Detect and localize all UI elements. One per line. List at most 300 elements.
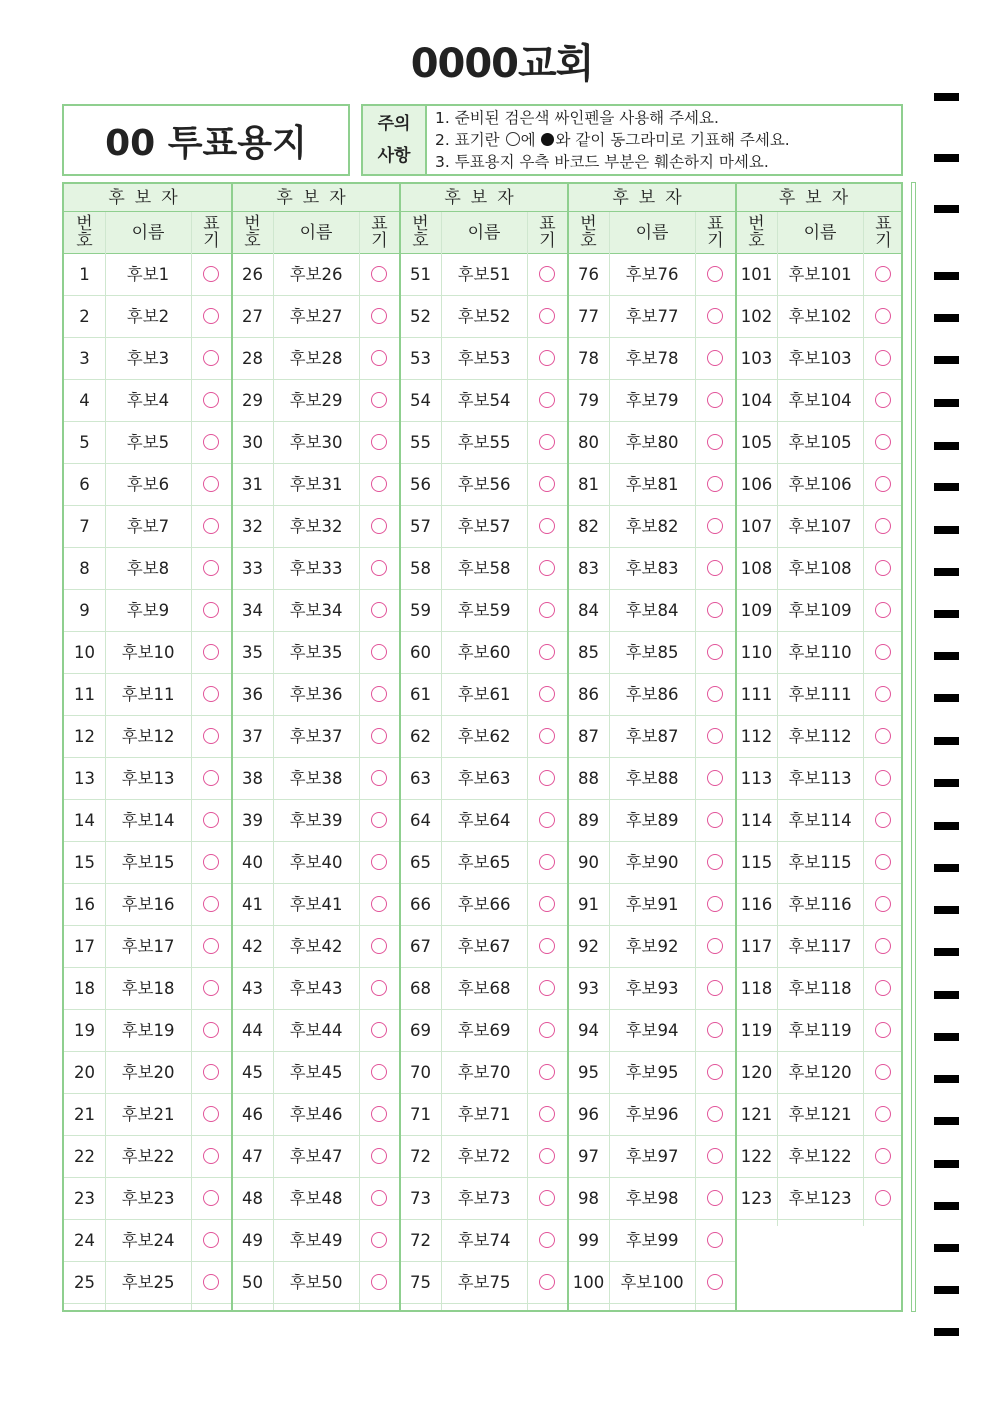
candidate-name: 후보4 xyxy=(126,391,170,410)
mark-circle-icon[interactable] xyxy=(875,392,891,408)
mark-circle-icon[interactable] xyxy=(707,896,723,912)
barcode-mark xyxy=(934,991,959,999)
notice-line-1: 1. 준비된 검은색 싸인펜을 사용해 주세요. xyxy=(435,109,719,127)
candidate-row xyxy=(232,548,400,590)
mark-circle-icon[interactable] xyxy=(875,602,891,618)
mark-circle-icon[interactable] xyxy=(371,644,387,660)
candidate-name: 후보83 xyxy=(625,559,679,578)
candidate-number: 61 xyxy=(410,685,431,704)
mark-circle-icon[interactable] xyxy=(203,644,219,660)
candidate-row xyxy=(736,800,901,842)
barcode-mark xyxy=(934,1202,959,1210)
mark-circle-icon[interactable] xyxy=(203,686,219,702)
mark-circle-icon[interactable] xyxy=(203,476,219,492)
mark-circle-icon[interactable] xyxy=(875,560,891,576)
candidate-name: 후보28 xyxy=(289,349,343,368)
mark-circle-icon[interactable] xyxy=(875,1148,891,1164)
mark-circle-icon[interactable] xyxy=(875,812,891,828)
mark-circle-icon[interactable] xyxy=(203,602,219,618)
mark-circle-icon[interactable] xyxy=(371,896,387,912)
mark-circle-icon[interactable] xyxy=(539,308,555,324)
candidate-number: 58 xyxy=(410,559,431,578)
candidate-row xyxy=(568,716,736,758)
notice-box xyxy=(361,104,903,176)
mark-circle-icon[interactable] xyxy=(371,434,387,450)
mark-circle-icon[interactable] xyxy=(371,1190,387,1206)
mark-circle-icon[interactable] xyxy=(539,686,555,702)
mark-circle-icon[interactable] xyxy=(875,434,891,450)
candidate-number: 37 xyxy=(242,727,263,746)
candidate-row xyxy=(64,884,232,926)
mark-circle-icon[interactable] xyxy=(203,350,219,366)
mark-circle-icon[interactable] xyxy=(203,1064,219,1080)
mark-circle-icon[interactable] xyxy=(539,770,555,786)
candidate-number: 62 xyxy=(410,727,431,746)
candidate-row xyxy=(64,548,232,590)
candidate-number: 78 xyxy=(578,349,599,368)
candidate-number: 76 xyxy=(578,265,599,284)
candidate-name: 후보8 xyxy=(126,559,170,578)
mark-circle-icon[interactable] xyxy=(707,938,723,954)
candidate-column xyxy=(64,184,232,1310)
candidate-row xyxy=(232,380,400,422)
mark-circle-icon[interactable] xyxy=(539,560,555,576)
candidate-number: 121 xyxy=(740,1105,773,1124)
column-header-row xyxy=(64,212,232,254)
candidate-row xyxy=(736,926,901,968)
mark-circle-icon[interactable] xyxy=(371,728,387,744)
header-mark: 표 기 xyxy=(539,214,556,251)
mark-circle-icon[interactable] xyxy=(539,812,555,828)
candidate-row xyxy=(568,926,736,968)
candidate-row xyxy=(568,968,736,1010)
candidate-row xyxy=(736,254,901,296)
candidate-name: 후보29 xyxy=(289,391,343,410)
candidate-number: 49 xyxy=(242,1231,263,1250)
barcode-mark xyxy=(934,1286,959,1294)
mark-circle-icon[interactable] xyxy=(371,686,387,702)
candidate-row xyxy=(736,968,901,1010)
mark-circle-icon[interactable] xyxy=(875,266,891,282)
mark-circle-icon[interactable] xyxy=(875,350,891,366)
barcode-mark xyxy=(934,822,959,830)
candidate-row xyxy=(568,548,736,590)
mark-circle-icon[interactable] xyxy=(875,686,891,702)
mark-circle-icon[interactable] xyxy=(539,602,555,618)
column-divider xyxy=(609,212,610,1310)
header-mark: 표 기 xyxy=(203,214,220,251)
candidate-name: 후보65 xyxy=(457,853,511,872)
candidate-row xyxy=(232,1262,400,1304)
barcode-mark xyxy=(934,314,959,322)
candidate-row xyxy=(232,338,400,380)
mark-circle-icon[interactable] xyxy=(707,1022,723,1038)
candidate-row xyxy=(736,674,901,716)
mark-circle-icon[interactable] xyxy=(203,896,219,912)
barcode-mark xyxy=(934,1117,959,1125)
mark-circle-icon[interactable] xyxy=(539,1190,555,1206)
candidate-number: 109 xyxy=(740,601,773,620)
candidate-name: 후보54 xyxy=(457,391,511,410)
candidate-row xyxy=(736,1094,901,1136)
mark-circle-icon[interactable] xyxy=(539,434,555,450)
group-header: 후보자 xyxy=(568,184,736,212)
candidate-row xyxy=(400,548,568,590)
mark-circle-icon[interactable] xyxy=(203,1190,219,1206)
mark-circle-icon[interactable] xyxy=(203,266,219,282)
candidate-number: 41 xyxy=(242,895,263,914)
candidate-name: 후보2 xyxy=(126,307,170,326)
mark-circle-icon[interactable] xyxy=(539,1274,555,1290)
candidate-name: 후보101 xyxy=(788,265,852,284)
mark-circle-icon[interactable] xyxy=(371,1232,387,1248)
candidate-row xyxy=(64,968,232,1010)
mark-circle-icon[interactable] xyxy=(539,854,555,870)
mark-circle-icon[interactable] xyxy=(539,518,555,534)
candidate-column xyxy=(232,184,400,1310)
candidate-number: 83 xyxy=(578,559,599,578)
mark-circle-icon[interactable] xyxy=(371,1106,387,1122)
header-mark: 표 기 xyxy=(371,214,388,251)
mark-circle-icon[interactable] xyxy=(203,308,219,324)
barcode-mark xyxy=(934,1075,959,1083)
candidate-name: 후보16 xyxy=(121,895,175,914)
mark-circle-icon[interactable] xyxy=(707,1064,723,1080)
candidate-row xyxy=(400,590,568,632)
candidate-number: 22 xyxy=(74,1147,95,1166)
barcode-mark xyxy=(934,1244,959,1252)
mark-circle-icon[interactable] xyxy=(539,1148,555,1164)
candidate-number: 45 xyxy=(242,1063,263,1082)
candidate-row xyxy=(400,968,568,1010)
mark-circle-icon[interactable] xyxy=(875,1106,891,1122)
mark-circle-icon[interactable] xyxy=(539,896,555,912)
candidate-row xyxy=(64,926,232,968)
candidate-number: 96 xyxy=(578,1105,599,1124)
mark-circle-icon[interactable] xyxy=(539,1232,555,1248)
mark-circle-icon[interactable] xyxy=(875,476,891,492)
candidate-name: 후보21 xyxy=(121,1105,175,1124)
candidate-number: 117 xyxy=(740,937,773,956)
mark-circle-icon[interactable] xyxy=(539,980,555,996)
column-divider xyxy=(863,212,864,1226)
candidate-row xyxy=(568,884,736,926)
mark-circle-icon[interactable] xyxy=(539,392,555,408)
mark-circle-icon[interactable] xyxy=(875,308,891,324)
candidate-number: 95 xyxy=(578,1063,599,1082)
mark-circle-icon[interactable] xyxy=(371,1274,387,1290)
mark-circle-icon[interactable] xyxy=(203,518,219,534)
candidate-name: 후보118 xyxy=(788,979,852,998)
notice-line-2 xyxy=(435,129,790,151)
mark-circle-icon[interactable] xyxy=(203,854,219,870)
mark-circle-icon[interactable] xyxy=(875,770,891,786)
mark-circle-icon[interactable] xyxy=(203,1148,219,1164)
mark-circle-icon[interactable] xyxy=(371,1148,387,1164)
candidate-name: 후보108 xyxy=(788,559,852,578)
candidate-number: 119 xyxy=(740,1021,773,1040)
mark-circle-icon[interactable] xyxy=(875,980,891,996)
candidate-number: 2 xyxy=(79,307,90,326)
mark-circle-icon[interactable] xyxy=(875,1064,891,1080)
mark-circle-icon[interactable] xyxy=(539,266,555,282)
candidate-name: 후보63 xyxy=(457,769,511,788)
mark-circle-icon[interactable] xyxy=(371,392,387,408)
notice-label-top: 주의 xyxy=(377,114,411,134)
mark-circle-icon[interactable] xyxy=(371,308,387,324)
candidate-number: 115 xyxy=(740,853,773,872)
barcode-mark xyxy=(934,610,959,618)
mark-circle-icon[interactable] xyxy=(371,266,387,282)
mark-circle-icon[interactable] xyxy=(875,728,891,744)
candidate-number: 31 xyxy=(242,475,263,494)
candidate-number: 29 xyxy=(242,391,263,410)
candidate-name: 후보84 xyxy=(625,601,679,620)
candidate-number: 11 xyxy=(74,685,95,704)
barcode-mark xyxy=(934,93,959,101)
mark-circle-icon[interactable] xyxy=(707,602,723,618)
mark-circle-icon[interactable] xyxy=(203,1232,219,1248)
candidate-name: 후보35 xyxy=(289,643,343,662)
candidate-name: 후보33 xyxy=(289,559,343,578)
candidate-row xyxy=(232,674,400,716)
candidate-number: 93 xyxy=(578,979,599,998)
candidate-name: 후보119 xyxy=(788,1021,852,1040)
mark-circle-icon[interactable] xyxy=(707,1106,723,1122)
mark-circle-icon[interactable] xyxy=(707,266,723,282)
candidate-name: 후보90 xyxy=(625,853,679,872)
candidate-name: 후보51 xyxy=(457,265,511,284)
candidate-name: 후보13 xyxy=(121,769,175,788)
candidate-number: 92 xyxy=(578,937,599,956)
candidate-name: 후보26 xyxy=(289,265,343,284)
mark-circle-icon[interactable] xyxy=(875,518,891,534)
candidate-name: 후보27 xyxy=(289,307,343,326)
candidate-name: 후보56 xyxy=(457,475,511,494)
mark-circle-icon[interactable] xyxy=(707,308,723,324)
mark-circle-icon[interactable] xyxy=(707,812,723,828)
candidate-number: 50 xyxy=(242,1273,263,1292)
candidate-name: 후보55 xyxy=(457,433,511,452)
candidate-row xyxy=(64,632,232,674)
mark-circle-icon[interactable] xyxy=(539,938,555,954)
candidate-number: 99 xyxy=(578,1231,599,1250)
candidate-number: 72 xyxy=(410,1231,431,1250)
candidate-name: 후보103 xyxy=(788,349,852,368)
mark-circle-icon[interactable] xyxy=(707,434,723,450)
candidate-row xyxy=(232,506,400,548)
candidate-row xyxy=(568,590,736,632)
mark-circle-icon[interactable] xyxy=(539,728,555,744)
candidate-name: 후보14 xyxy=(121,811,175,830)
candidate-number: 82 xyxy=(578,517,599,536)
mark-circle-icon[interactable] xyxy=(371,518,387,534)
candidate-number: 36 xyxy=(242,685,263,704)
candidate-name: 후보77 xyxy=(625,307,679,326)
candidate-number: 123 xyxy=(740,1189,773,1208)
mark-circle-icon[interactable] xyxy=(875,644,891,660)
candidate-row xyxy=(736,1178,901,1220)
candidate-number: 81 xyxy=(578,475,599,494)
mark-circle-icon[interactable] xyxy=(707,350,723,366)
candidate-number: 75 xyxy=(410,1273,431,1292)
candidate-number: 3 xyxy=(79,349,90,368)
mark-circle-icon[interactable] xyxy=(371,812,387,828)
candidate-number: 98 xyxy=(578,1189,599,1208)
empty-circle-icon xyxy=(506,132,520,146)
candidate-number: 85 xyxy=(578,643,599,662)
notice-line-2-prefix: 2. 표기란 xyxy=(435,131,505,149)
candidate-name: 후보58 xyxy=(457,559,511,578)
mark-circle-icon[interactable] xyxy=(539,1106,555,1122)
candidate-name: 후보114 xyxy=(788,811,852,830)
mark-circle-icon[interactable] xyxy=(203,980,219,996)
mark-circle-icon[interactable] xyxy=(539,476,555,492)
candidate-row xyxy=(64,674,232,716)
mark-circle-icon[interactable] xyxy=(875,1022,891,1038)
header-name: 이름 xyxy=(131,222,165,243)
mark-circle-icon[interactable] xyxy=(875,1190,891,1206)
mark-circle-icon[interactable] xyxy=(707,1190,723,1206)
candidate-name: 후보60 xyxy=(457,643,511,662)
candidate-number: 102 xyxy=(740,307,773,326)
candidate-name: 후보87 xyxy=(625,727,679,746)
mark-circle-icon[interactable] xyxy=(707,560,723,576)
candidate-row xyxy=(400,464,568,506)
mark-circle-icon[interactable] xyxy=(371,602,387,618)
mark-circle-icon[interactable] xyxy=(707,1148,723,1164)
candidate-number: 56 xyxy=(410,475,431,494)
mark-circle-icon[interactable] xyxy=(539,1064,555,1080)
mark-circle-icon[interactable] xyxy=(707,1274,723,1290)
mark-circle-icon[interactable] xyxy=(707,476,723,492)
candidate-name: 후보50 xyxy=(289,1273,343,1292)
candidate-name: 후보100 xyxy=(620,1273,684,1292)
mark-circle-icon[interactable] xyxy=(707,728,723,744)
filled-circle-icon xyxy=(541,133,554,146)
candidate-row xyxy=(64,464,232,506)
mark-circle-icon[interactable] xyxy=(539,1022,555,1038)
mark-circle-icon[interactable] xyxy=(203,728,219,744)
mark-circle-icon[interactable] xyxy=(707,1232,723,1248)
barcode-mark xyxy=(934,906,959,914)
candidate-number: 89 xyxy=(578,811,599,830)
mark-circle-icon[interactable] xyxy=(371,770,387,786)
mark-circle-icon[interactable] xyxy=(203,1274,219,1290)
barcode-mark xyxy=(934,737,959,745)
candidate-number: 101 xyxy=(740,265,773,284)
candidate-row xyxy=(232,1220,400,1262)
mark-circle-icon[interactable] xyxy=(371,350,387,366)
column-divider xyxy=(695,212,696,1310)
candidate-number: 71 xyxy=(410,1105,431,1124)
candidate-row xyxy=(64,296,232,338)
mark-circle-icon[interactable] xyxy=(371,476,387,492)
mark-circle-icon[interactable] xyxy=(707,644,723,660)
candidate-number: 72 xyxy=(410,1147,431,1166)
mark-circle-icon[interactable] xyxy=(371,560,387,576)
mark-circle-icon[interactable] xyxy=(203,434,219,450)
column-divider xyxy=(777,212,778,1226)
barcode-mark xyxy=(934,1033,959,1041)
candidate-number: 79 xyxy=(578,391,599,410)
candidate-name: 후보75 xyxy=(457,1273,511,1292)
candidate-number: 88 xyxy=(578,769,599,788)
mark-circle-icon[interactable] xyxy=(707,392,723,408)
candidate-row xyxy=(400,296,568,338)
mark-circle-icon[interactable] xyxy=(371,938,387,954)
candidate-number: 13 xyxy=(74,769,95,788)
candidate-number: 15 xyxy=(74,853,95,872)
candidate-number: 68 xyxy=(410,979,431,998)
candidate-row xyxy=(400,1220,568,1262)
header-number: 번 호 xyxy=(412,214,429,251)
candidate-number: 73 xyxy=(410,1189,431,1208)
candidate-name: 후보71 xyxy=(457,1105,511,1124)
candidate-row xyxy=(64,1178,232,1220)
candidate-name: 후보80 xyxy=(625,433,679,452)
mark-circle-icon[interactable] xyxy=(203,392,219,408)
mark-circle-icon[interactable] xyxy=(707,770,723,786)
mark-circle-icon[interactable] xyxy=(203,770,219,786)
mark-circle-icon[interactable] xyxy=(707,686,723,702)
candidate-row xyxy=(232,296,400,338)
candidate-number: 9 xyxy=(79,601,90,620)
candidate-number: 52 xyxy=(410,307,431,326)
candidate-number: 7 xyxy=(79,517,90,536)
candidate-name: 후보11 xyxy=(121,685,175,704)
candidate-number: 84 xyxy=(578,601,599,620)
mark-circle-icon[interactable] xyxy=(203,938,219,954)
mark-circle-icon[interactable] xyxy=(875,938,891,954)
candidate-name: 후보62 xyxy=(457,727,511,746)
candidate-row xyxy=(568,380,736,422)
candidate-row xyxy=(736,548,901,590)
candidate-number: 122 xyxy=(740,1147,773,1166)
mark-circle-icon[interactable] xyxy=(707,854,723,870)
mark-circle-icon[interactable] xyxy=(707,980,723,996)
mark-circle-icon[interactable] xyxy=(371,1064,387,1080)
candidate-name: 후보3 xyxy=(126,349,170,368)
mark-circle-icon[interactable] xyxy=(371,854,387,870)
mark-circle-icon[interactable] xyxy=(539,350,555,366)
candidate-name: 후보81 xyxy=(625,475,679,494)
mark-circle-icon[interactable] xyxy=(371,980,387,996)
candidate-name: 후보122 xyxy=(788,1147,852,1166)
mark-circle-icon[interactable] xyxy=(203,812,219,828)
candidate-row xyxy=(64,254,232,296)
mark-circle-icon[interactable] xyxy=(539,644,555,660)
barcode-guide-line xyxy=(911,182,916,1312)
mark-circle-icon[interactable] xyxy=(371,1022,387,1038)
candidate-number: 114 xyxy=(740,811,773,830)
mark-circle-icon[interactable] xyxy=(203,1022,219,1038)
candidate-name: 후보7 xyxy=(126,517,170,536)
column-divider xyxy=(441,212,442,1310)
mark-circle-icon[interactable] xyxy=(203,1106,219,1122)
candidate-number: 55 xyxy=(410,433,431,452)
candidate-name: 후보61 xyxy=(457,685,511,704)
candidate-row xyxy=(232,590,400,632)
barcode-mark xyxy=(934,356,959,364)
mark-circle-icon[interactable] xyxy=(875,854,891,870)
mark-circle-icon[interactable] xyxy=(203,560,219,576)
mark-circle-icon[interactable] xyxy=(875,896,891,912)
candidate-name: 후보106 xyxy=(788,475,852,494)
candidate-name: 후보113 xyxy=(788,769,852,788)
mark-circle-icon[interactable] xyxy=(707,518,723,534)
candidate-number: 14 xyxy=(74,811,95,830)
